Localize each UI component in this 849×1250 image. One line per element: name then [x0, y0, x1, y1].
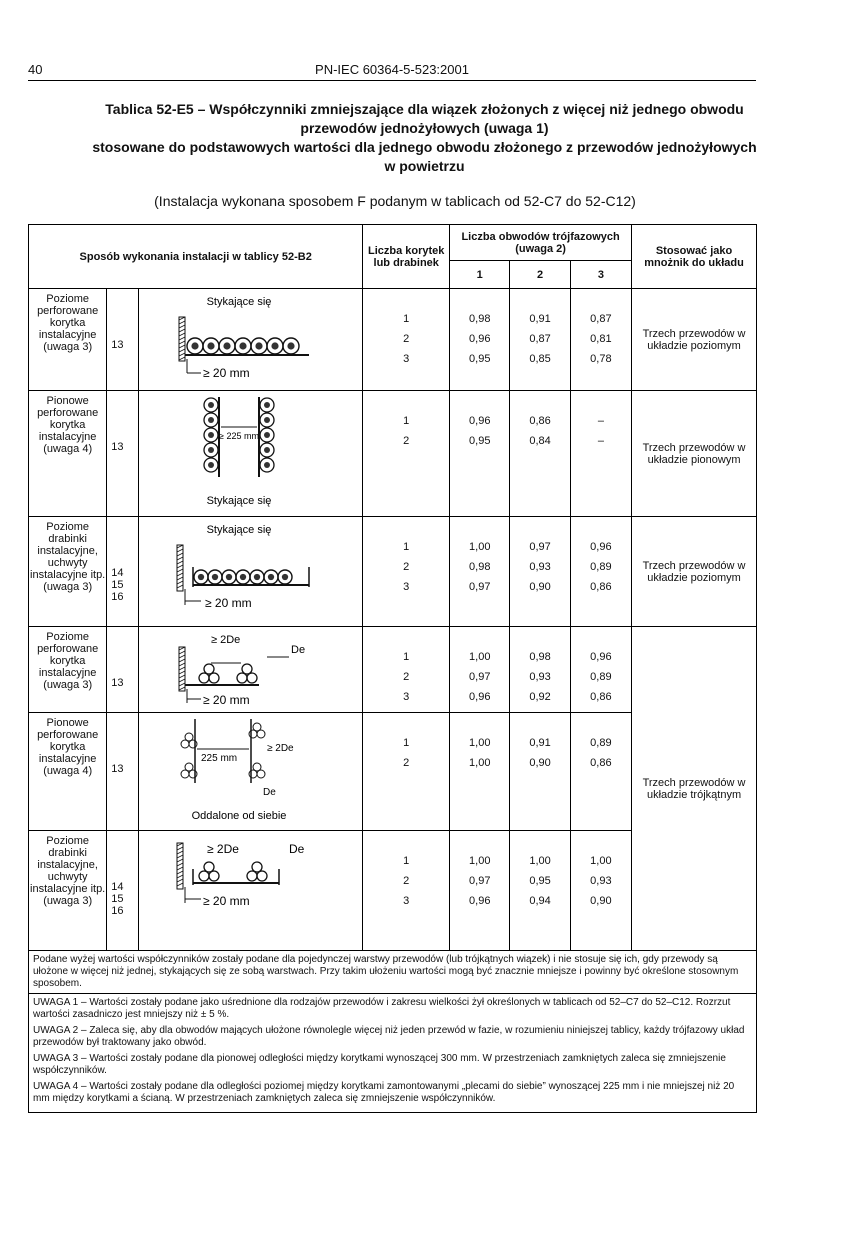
factor-3-circuits-value: 0,78 — [590, 353, 612, 365]
factor-2-circuits-value: 0,90 — [529, 757, 551, 769]
factor-1-circuit-value: 0,95 — [469, 353, 491, 365]
multiplier-description: Trzech przewodów w układzie pionowym — [632, 391, 757, 517]
factor-2-circuits — [510, 391, 570, 517]
diagram-caption: Stykające się — [206, 296, 272, 308]
tray-count-value: 1 — [403, 651, 410, 663]
title-line-1: Tablica 52-E5 – Współczynniki zmniejszające dla wiązek złożonych z więcej niż jednego obwodu — [105, 101, 744, 117]
tray-count-value: 2 — [403, 333, 410, 345]
tray-count-value: 2 — [403, 875, 410, 887]
header-circuit-1: 1 — [450, 261, 510, 289]
installation-diagram — [139, 831, 363, 951]
table-row — [29, 289, 757, 391]
factor-1-circuit — [450, 713, 510, 831]
title-line-2: przewodów jednożyłowych (uwaga 1) — [300, 120, 549, 136]
tray-count-value: 1 — [403, 313, 410, 325]
factor-3-circuits — [570, 831, 631, 951]
label-de: De — [289, 842, 305, 856]
factor-1-circuit — [450, 391, 510, 517]
method-reference: 13 — [107, 391, 139, 517]
method-reference: 13 — [107, 713, 139, 831]
header-circuit-3: 3 — [570, 261, 631, 289]
factor-3-circuits-value: 0,93 — [590, 875, 612, 887]
factor-3-circuits-value: 0,89 — [590, 561, 612, 573]
installation-diagram — [139, 713, 363, 831]
factor-1-circuit-value: 0,98 — [469, 313, 491, 325]
factor-3-circuits-value: 0,96 — [590, 651, 612, 663]
page-number: 40 — [28, 62, 43, 77]
note-3: UWAGA 3 – Wartości zostały podane dla pionowej odległości między korytkami wynoszącej 300 mm. W przestrzeniach zamkniętych zaleca się zmniejszenie współczynników. — [33, 1053, 726, 1076]
factor-3-circuits-value: 0,89 — [590, 671, 612, 683]
factor-1-circuit-value: 1,00 — [469, 737, 491, 749]
title-line-3: stosowane do podstawowych wartości dla jednego obwodu złożonego z przewodów jednożyłowych — [92, 139, 757, 155]
method-reference: 13 — [107, 627, 139, 713]
diagram-caption: Stykające się — [206, 495, 272, 507]
factor-3-circuits-value: 0,81 — [590, 333, 612, 345]
factor-1-circuit-value: 0,96 — [469, 415, 491, 427]
factor-3-circuits — [570, 627, 631, 713]
factor-3-circuits — [570, 391, 631, 517]
installation-description: Poziome drabinki instalacyjne, uchwyty instalacyjne itp. (uwaga 3) — [29, 831, 107, 951]
tray-count-value: 1 — [403, 541, 410, 553]
header-method: Sposób wykonania instalacji w tablicy 52-B2 — [29, 225, 363, 289]
tray-count-value: 2 — [403, 435, 410, 447]
table-row — [29, 517, 757, 627]
factor-1-circuit-value: 0,96 — [469, 333, 491, 345]
tray-count — [363, 713, 450, 831]
factor-1-circuit-value: 0,97 — [469, 581, 491, 593]
diagram-vertical-spaced — [139, 713, 351, 829]
diagram-ladder-trefoil — [139, 831, 351, 949]
factor-3-circuits-value: 0,87 — [590, 313, 612, 325]
factor-1-circuit-value: 0,97 — [469, 875, 491, 887]
diagram-horizontal-trefoil — [139, 627, 351, 711]
tray-count-value: 2 — [403, 671, 410, 683]
method-reference: 13 — [107, 289, 139, 391]
factor-2-circuits — [510, 831, 570, 951]
factor-2-circuits-value: 0,84 — [529, 435, 551, 447]
installation-description: Poziome perforowane korytka instalacyjne (uwaga 3) — [29, 289, 107, 391]
factor-2-circuits-value: 0,93 — [529, 561, 551, 573]
factor-2-circuits-value: 0,93 — [529, 671, 551, 683]
reduction-factors-table — [28, 224, 757, 1113]
diagram-vertical-touching — [139, 391, 351, 515]
table-subtitle: (Instalacja wykonana sposobem F podanym w tablicach od 52-C7 do 52-C12) — [154, 193, 636, 209]
factor-2-circuits-value: 0,97 — [529, 541, 551, 553]
method-reference: 14 15 16 — [107, 831, 139, 951]
factor-1-circuit — [450, 517, 510, 627]
installation-diagram — [139, 391, 363, 517]
label-de: De — [291, 644, 306, 656]
factor-2-circuits — [510, 713, 570, 831]
factor-1-circuit — [450, 831, 510, 951]
dim-trefoil-spacing: ≥ 2De — [267, 743, 294, 754]
tray-count — [363, 289, 450, 391]
tray-count-value: 1 — [403, 415, 410, 427]
label-de: De — [263, 787, 276, 798]
installation-description: Poziome perforowane korytka instalacyjne (uwaga 3) — [29, 627, 107, 713]
diagram-ladder-touching — [139, 517, 351, 625]
table-row — [29, 627, 757, 713]
factor-2-circuits-value: 1,00 — [529, 855, 551, 867]
installation-description: Pionowe perforowane korytka instalacyjne (uwaga 4) — [29, 391, 107, 517]
factor-1-circuit-value: 1,00 — [469, 757, 491, 769]
tray-count-value: 2 — [403, 561, 410, 573]
factor-2-circuits-value: 0,87 — [529, 333, 551, 345]
notes-block — [29, 994, 757, 1113]
method-reference: 14 15 16 — [107, 517, 139, 627]
table-row — [29, 391, 757, 517]
note-1: UWAGA 1 – Wartości zostały podane jako uśrednione dla rodzajów przewodów i zakresu wielkości żył określonych w tablicach od 52–C7 do 52–C12. Rozrzut wartości zasadniczo jest mniejszy niż ± 5 %. — [33, 997, 731, 1020]
tray-count-value: 3 — [403, 895, 410, 907]
table-footnote: Podane wyżej wartości współczynników zostały podane dla pojedynczej warstwy przewodów (lub trójkątnych wiązek) i nie stosuje się ich, gdy przewody są ułożone w więcej niż jednej, stykających się ze sobą warstwach. Przy takim ułożeniu wartości mogą być znacznie mniejsze i powinny być określone stosownym sposobem. — [29, 951, 757, 994]
tray-count-value: 3 — [403, 691, 410, 703]
factor-2-circuits-value: 0,95 — [529, 875, 551, 887]
standard-number: PN-IEC 60364-5-523:2001 — [315, 62, 469, 77]
multiplier-description: Trzech przewodów w układzie trójkątnym — [632, 627, 757, 951]
factor-2-circuits-value: 0,92 — [529, 691, 551, 703]
note-2: UWAGA 2 – Zaleca się, aby dla obwodów mających ułożone równolegle więcej niż jeden przewód w fazie, w rozumieniu niniejszej tablicy, każdy trójfazowy układ przewodów był traktowany jako obwód. — [33, 1025, 745, 1048]
factor-1-circuit-value: 0,97 — [469, 671, 491, 683]
factor-2-circuits-value: 0,86 — [529, 415, 551, 427]
tray-count — [363, 627, 450, 713]
factor-3-circuits-value: 0,90 — [590, 895, 612, 907]
diagram-caption: Oddalone od siebie — [191, 810, 287, 822]
factor-2-circuits-value: 0,90 — [529, 581, 551, 593]
factor-1-circuit-value: 1,00 — [469, 541, 491, 553]
factor-2-circuits-value: 0,85 — [529, 353, 551, 365]
factor-3-circuits-value: 1,00 — [590, 855, 612, 867]
factor-3-circuits-value: 0,96 — [590, 541, 612, 553]
dim-trefoil-spacing: ≥ 2De — [211, 634, 241, 646]
tray-count-value: 3 — [403, 353, 410, 365]
factor-1-circuit-value: 0,96 — [469, 691, 491, 703]
factor-2-circuits-value: 0,98 — [529, 651, 551, 663]
factor-3-circuits-value: 0,86 — [590, 581, 612, 593]
factor-2-circuits-value: 0,94 — [529, 895, 551, 907]
tray-count-value: 3 — [403, 581, 410, 593]
factor-1-circuit-value: 0,95 — [469, 435, 491, 447]
tray-count — [363, 831, 450, 951]
installation-description: Poziome drabinki instalacyjne, uchwyty instalacyjne itp. (uwaga 3) — [29, 517, 107, 627]
note-4: UWAGA 4 – Wartości zostały podane dla odległości poziomej między korytkami zamontowanymi „plecami do siebie” wynoszącej 225 mm i nie mniejszej niż 20 mm między korytkami a ścianą. W przestrzeniach zamkniętych zaleca się zmniejszenie współczynników. — [33, 1081, 735, 1104]
factor-3-circuits-value: 0,89 — [590, 737, 612, 749]
dim-wall-distance: ≥ 20 mm — [203, 366, 250, 380]
factor-1-circuit-value: 0,98 — [469, 561, 491, 573]
factor-1-circuit-value: 0,96 — [469, 895, 491, 907]
factor-3-circuits-value: 0,86 — [590, 691, 612, 703]
multiplier-description: Trzech przewodów w układzie poziomym — [632, 289, 757, 391]
factor-2-circuits — [510, 627, 570, 713]
factor-3-circuits — [570, 713, 631, 831]
installation-diagram — [139, 627, 363, 713]
header-trays: Liczba korytek lub drabinek — [363, 225, 450, 289]
factor-1-circuit-value: 1,00 — [469, 855, 491, 867]
dim-wall-distance: ≥ 20 mm — [203, 894, 250, 908]
dim-wall-distance: ≥ 20 mm — [203, 693, 250, 707]
factor-3-circuits-value: – — [597, 435, 604, 447]
tray-count — [363, 517, 450, 627]
installation-diagram — [139, 517, 363, 627]
factor-1-circuit — [450, 289, 510, 391]
factor-3-circuits — [570, 517, 631, 627]
tray-count-value: 1 — [403, 737, 410, 749]
factor-1-circuit-value: 1,00 — [469, 651, 491, 663]
table-title — [0, 100, 849, 176]
factor-2-circuits — [510, 289, 570, 391]
diagram-caption: Stykające się — [206, 524, 272, 536]
tray-count — [363, 391, 450, 517]
page-header — [28, 60, 756, 81]
installation-diagram — [139, 289, 363, 391]
factor-3-circuits — [570, 289, 631, 391]
header-circuits: Liczba obwodów trójfazowych (uwaga 2) — [450, 225, 632, 261]
diagram-horizontal-touching — [139, 289, 351, 389]
factor-2-circuits-value: 0,91 — [529, 313, 551, 325]
dim-tray-spacing: 225 mm — [201, 753, 238, 764]
header-circuit-2: 2 — [510, 261, 570, 289]
multiplier-description: Trzech przewodów w układzie poziomym — [632, 517, 757, 627]
factor-2-circuits-value: 0,91 — [529, 737, 551, 749]
header-multiplier: Stosować jako mnożnik do układu — [632, 225, 757, 289]
factor-3-circuits-value: – — [597, 415, 604, 427]
factor-3-circuits-value: 0,86 — [590, 757, 612, 769]
factor-1-circuit — [450, 627, 510, 713]
title-line-4: w powietrzu — [384, 158, 465, 174]
tray-count-value: 1 — [403, 855, 410, 867]
installation-description: Pionowe perforowane korytka instalacyjne (uwaga 4) — [29, 713, 107, 831]
dim-trefoil-spacing: ≥ 2De — [207, 842, 239, 856]
dim-wall-distance: ≥ 20 mm — [205, 596, 252, 610]
dim-tray-spacing: ≥ 225 mm — [219, 431, 260, 441]
factor-2-circuits — [510, 517, 570, 627]
tray-count-value: 2 — [403, 757, 410, 769]
